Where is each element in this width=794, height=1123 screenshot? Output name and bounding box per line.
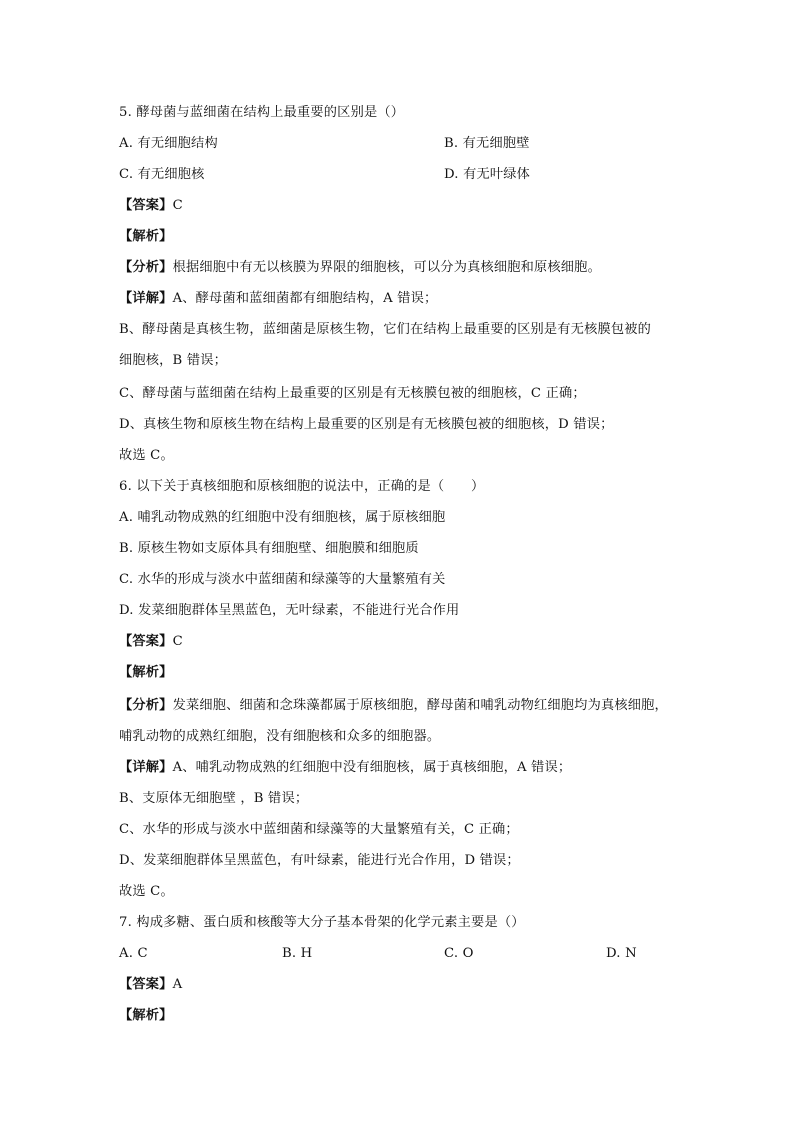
q6-fenxi-2: 哺乳动物的成熟红细胞，没有细胞核和众多的细胞器。 — [119, 729, 441, 744]
q7-answer-line — [119, 976, 182, 994]
q5-answer-line — [119, 197, 183, 215]
q5-fenxi: 根据细胞中有无以核膜为界限的细胞核，可以分为真核细胞和原核细胞。 — [172, 260, 601, 275]
q6-fenxi-1: 发菜细胞、细菌和念珠藻都属于原核细胞，酵母菌和哺乳动物红细胞均为真核细胞， — [172, 698, 668, 713]
analysis-tag: 【解析】 — [119, 665, 173, 680]
q6-option-b: B. 原核生物如支原体具有细胞壁、细胞膜和细胞质 — [119, 541, 419, 556]
q5-explanation-d: D、真核生物和原核生物在结构上最重要的区别是有无核膜包被的细胞核，D 错误； — [119, 417, 614, 432]
q6-analysis-heading — [119, 664, 173, 682]
q6-conclusion: 故选 C。 — [119, 884, 174, 899]
q5-xiangjie-line — [119, 290, 437, 308]
q5-analysis-heading — [119, 228, 173, 246]
answer-tag: 【答案】 — [119, 198, 173, 213]
q7-answer: A — [172, 977, 183, 992]
q5-option-d: D. 有无叶绿体 — [444, 167, 531, 182]
q6-option-a: A. 哺乳动物成熟的红细胞中没有细胞核，属于原核细胞 — [119, 510, 446, 525]
q6-option-c: C. 水华的形成与淡水中蓝细菌和绿藻等的大量繁殖有关 — [119, 572, 446, 587]
q5-answer: C — [172, 198, 183, 213]
q5-xiangjie: A、酵母菌和蓝细菌都有细胞结构，A 错误； — [172, 291, 438, 306]
q6-explanation-c: C、水华的形成与淡水中蓝细菌和绿藻等的大量繁殖有关，C 正确； — [119, 822, 519, 837]
q7-analysis-heading — [119, 1007, 173, 1025]
q7-option-c: C. O — [444, 946, 474, 961]
q5-option-b: B. 有无细胞壁 — [444, 136, 530, 151]
q6-fenxi-line — [119, 697, 668, 715]
xiangjie-tag: 【详解】 — [119, 760, 173, 775]
q5-explanation-c: C、酵母菌与蓝细菌在结构上最重要的区别是有无核膜包被的细胞核，C 正确； — [119, 386, 586, 401]
q6-answer: C — [172, 634, 183, 649]
fenxi-tag: 【分析】 — [119, 698, 173, 713]
q5-explanation-b2: 细胞核，B 错误； — [119, 353, 227, 368]
q7-option-a: A. C — [119, 946, 148, 961]
analysis-tag: 【解析】 — [119, 1008, 173, 1023]
q7-question: 7. 构成多糖、蛋白质和核酸等大分子基本骨架的化学元素主要是（） — [119, 915, 525, 930]
q6-question: 6. 以下关于真核细胞和原核细胞的说法中，正确的是（ ） — [119, 479, 485, 494]
q6-xiangjie-line — [119, 759, 571, 777]
fenxi-tag: 【分析】 — [119, 260, 173, 275]
q7-option-b: B. H — [282, 946, 313, 961]
q5-explanation-b1: B、酵母菌是真核生物，蓝细菌是原核生物，它们在结构上最重要的区别是有无核膜包被的 — [119, 322, 651, 337]
q5-fenxi-line — [119, 259, 601, 277]
q6-explanation-b: B、支原体无细胞壁 ，B 错误； — [119, 791, 309, 806]
q6-xiangjie: A、哺乳动物成熟的红细胞中没有细胞核，属于真核细胞，A 错误； — [172, 760, 572, 775]
q5-question: 5. 酵母菌与蓝细菌在结构上最重要的区别是（） — [119, 105, 405, 120]
xiangjie-tag: 【详解】 — [119, 291, 173, 306]
q7-option-d: D. N — [606, 946, 637, 961]
q5-option-c: C. 有无细胞核 — [119, 167, 205, 182]
answer-tag: 【答案】 — [119, 634, 173, 649]
q6-option-d: D. 发菜细胞群体呈黑蓝色，无叶绿素，不能进行光合作用 — [119, 603, 460, 618]
q6-answer-line — [119, 633, 183, 651]
analysis-tag: 【解析】 — [119, 229, 173, 244]
q6-explanation-d: D、发菜细胞群体呈黑蓝色，有叶绿素，能进行光合作用，D 错误； — [119, 853, 520, 868]
answer-tag: 【答案】 — [119, 977, 173, 992]
q5-conclusion: 故选 C。 — [119, 448, 174, 463]
q5-option-a: A. 有无细胞结构 — [119, 136, 218, 151]
